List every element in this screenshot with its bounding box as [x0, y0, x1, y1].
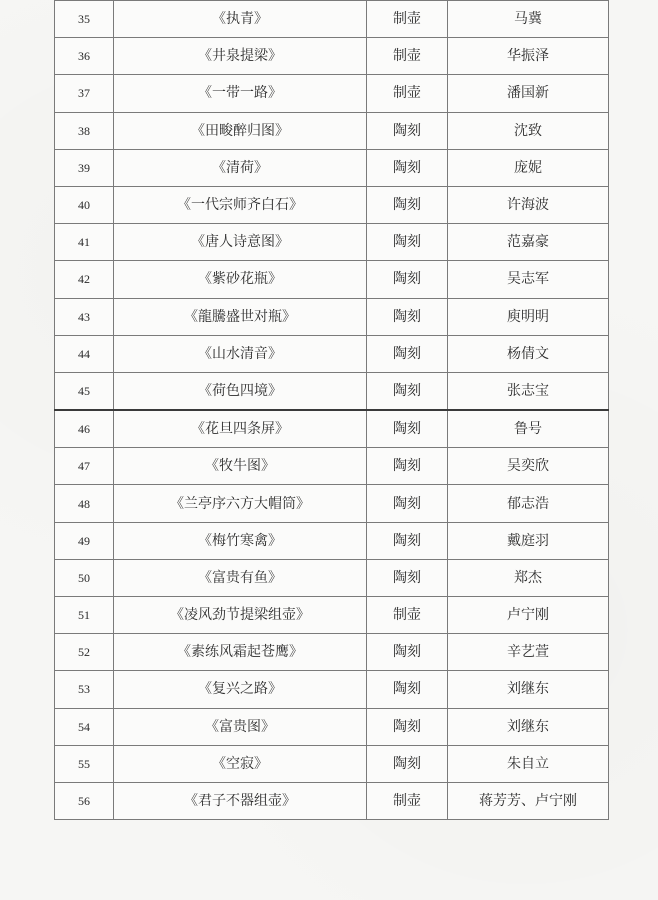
- row-number: 51: [55, 597, 114, 634]
- work-category: 陶刻: [367, 485, 448, 522]
- work-title: 《空寂》: [114, 745, 367, 782]
- author-name: 蒋芳芳、卢宁刚: [448, 782, 609, 819]
- work-category: 陶刻: [367, 298, 448, 335]
- work-title: 《田畯醉归图》: [114, 112, 367, 149]
- author-name: 张志宝: [448, 372, 609, 410]
- author-name: 刘继东: [448, 708, 609, 745]
- author-name: 卢宁刚: [448, 597, 609, 634]
- row-number: 37: [55, 75, 114, 112]
- table-row: [55, 372, 609, 410]
- author-name: 郑杰: [448, 559, 609, 596]
- work-category: 陶刻: [367, 149, 448, 186]
- author-name: 许海波: [448, 186, 609, 223]
- table-row: [55, 38, 609, 75]
- work-category: 陶刻: [367, 112, 448, 149]
- table-row: [55, 745, 609, 782]
- row-number: 46: [55, 410, 114, 448]
- table-row: [55, 782, 609, 819]
- row-number: 45: [55, 372, 114, 410]
- row-number: 52: [55, 634, 114, 671]
- work-title: 《执青》: [114, 1, 367, 38]
- row-number: 36: [55, 38, 114, 75]
- work-title: 《兰亭序六方大帽筒》: [114, 485, 367, 522]
- author-name: 辛艺萱: [448, 634, 609, 671]
- author-name: 吴志军: [448, 261, 609, 298]
- work-category: 陶刻: [367, 186, 448, 223]
- table-row: [55, 335, 609, 372]
- work-category: 制壶: [367, 782, 448, 819]
- author-name: 郁志浩: [448, 485, 609, 522]
- work-category: 制壶: [367, 75, 448, 112]
- table-row: [55, 708, 609, 745]
- author-name: 沈致: [448, 112, 609, 149]
- work-category: 陶刻: [367, 372, 448, 410]
- row-number: 48: [55, 485, 114, 522]
- work-title: 《花旦四条屏》: [114, 410, 367, 448]
- author-name: 朱自立: [448, 745, 609, 782]
- row-number: 50: [55, 559, 114, 596]
- work-category: 陶刻: [367, 410, 448, 448]
- table-row: [55, 522, 609, 559]
- table-row: [55, 634, 609, 671]
- work-category: 制壶: [367, 1, 448, 38]
- work-title: 《梅竹寒禽》: [114, 522, 367, 559]
- work-title: 《荷色四境》: [114, 372, 367, 410]
- work-category: 陶刻: [367, 745, 448, 782]
- row-number: 47: [55, 448, 114, 485]
- row-number: 40: [55, 186, 114, 223]
- author-name: 潘国新: [448, 75, 609, 112]
- work-category: 陶刻: [367, 522, 448, 559]
- table-row: [55, 597, 609, 634]
- table-body: [55, 1, 609, 820]
- work-title: 《君子不器组壶》: [114, 782, 367, 819]
- work-title: 《素练风霜起苍鹰》: [114, 634, 367, 671]
- author-name: 庞妮: [448, 149, 609, 186]
- work-title: 《复兴之路》: [114, 671, 367, 708]
- work-category: 陶刻: [367, 448, 448, 485]
- table-row: [55, 298, 609, 335]
- award-list-table: [54, 0, 609, 820]
- row-number: 53: [55, 671, 114, 708]
- row-number: 41: [55, 224, 114, 261]
- table-row: [55, 485, 609, 522]
- table-row: [55, 224, 609, 261]
- table-row: [55, 75, 609, 112]
- author-name: 庾明明: [448, 298, 609, 335]
- work-title: 《一带一路》: [114, 75, 367, 112]
- table-row: [55, 1, 609, 38]
- table-row: [55, 410, 609, 448]
- work-category: 陶刻: [367, 335, 448, 372]
- table-row: [55, 671, 609, 708]
- work-title: 《一代宗师齐白石》: [114, 186, 367, 223]
- work-category: 制壶: [367, 597, 448, 634]
- author-name: 鲁号: [448, 410, 609, 448]
- author-name: 马冀: [448, 1, 609, 38]
- row-number: 55: [55, 745, 114, 782]
- row-number: 39: [55, 149, 114, 186]
- table-row: [55, 112, 609, 149]
- work-title: 《清荷》: [114, 149, 367, 186]
- row-number: 38: [55, 112, 114, 149]
- table-row: [55, 261, 609, 298]
- row-number: 49: [55, 522, 114, 559]
- work-title: 《龍騰盛世对瓶》: [114, 298, 367, 335]
- work-title: 《唐人诗意图》: [114, 224, 367, 261]
- author-name: 华振泽: [448, 38, 609, 75]
- row-number: 56: [55, 782, 114, 819]
- table-row: [55, 186, 609, 223]
- work-category: 陶刻: [367, 708, 448, 745]
- work-category: 陶刻: [367, 261, 448, 298]
- row-number: 54: [55, 708, 114, 745]
- work-title: 《牧牛图》: [114, 448, 367, 485]
- row-number: 42: [55, 261, 114, 298]
- work-title: 《凌风劲节提梁组壶》: [114, 597, 367, 634]
- work-title: 《富贵图》: [114, 708, 367, 745]
- row-number: 44: [55, 335, 114, 372]
- row-number: 43: [55, 298, 114, 335]
- table-row: [55, 149, 609, 186]
- work-category: 陶刻: [367, 224, 448, 261]
- table-row: [55, 559, 609, 596]
- author-name: 范嘉豪: [448, 224, 609, 261]
- work-title: 《山水清音》: [114, 335, 367, 372]
- row-number: 35: [55, 1, 114, 38]
- work-category: 陶刻: [367, 671, 448, 708]
- work-title: 《富贵有鱼》: [114, 559, 367, 596]
- work-title: 《井泉提梁》: [114, 38, 367, 75]
- work-category: 陶刻: [367, 634, 448, 671]
- author-name: 戴庭羽: [448, 522, 609, 559]
- author-name: 刘继东: [448, 671, 609, 708]
- work-category: 制壶: [367, 38, 448, 75]
- work-category: 陶刻: [367, 559, 448, 596]
- author-name: 吴奕欣: [448, 448, 609, 485]
- work-title: 《紫砂花瓶》: [114, 261, 367, 298]
- author-name: 杨倩文: [448, 335, 609, 372]
- table-row: [55, 448, 609, 485]
